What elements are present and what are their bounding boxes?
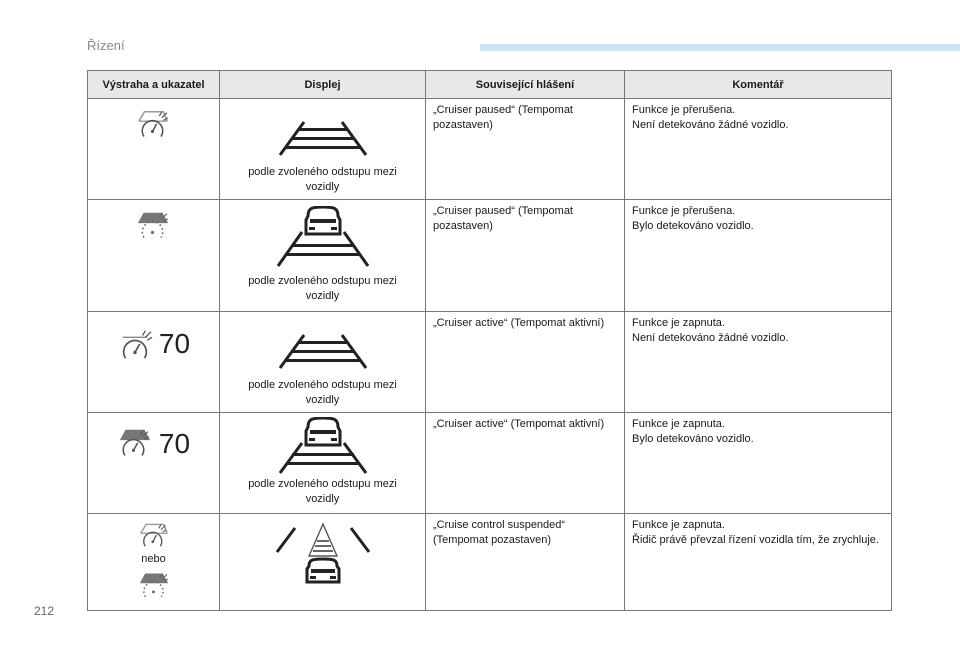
warning-table — [87, 70, 892, 611]
comment-line: Není detekováno žádné vozidlo. — [632, 332, 789, 344]
comment-line: Funkce je přerušena. — [632, 205, 736, 217]
cruise-paused-outline-car-icon — [134, 107, 174, 143]
display-cell — [220, 413, 426, 514]
message-cell: „Cruiser paused“ (Tempomat pozastaven) — [426, 200, 625, 312]
lane-vehicle-suspended-icon — [275, 520, 371, 586]
or-label: nebo — [141, 553, 166, 565]
column-header: Displej — [220, 71, 426, 99]
comment-cell — [625, 514, 892, 611]
comment-line: Řidič právě převzal řízení vozidla tím, že zrychluje. — [632, 534, 879, 546]
comment-cell — [625, 200, 892, 312]
display-cell — [220, 200, 426, 312]
message-cell: „Cruiser active“ (Tempomat aktivní) — [426, 413, 625, 514]
display-caption: podle zvoleného odstupu mezi vozidly — [248, 379, 397, 406]
cruise-suspended-filled-icon — [136, 569, 172, 601]
display-cell — [220, 514, 426, 611]
column-header: Související hlášení — [426, 71, 625, 99]
page-header-title: Řízení — [87, 38, 125, 53]
indicator-cell — [88, 200, 220, 312]
column-header: Výstraha a ukazatel — [88, 71, 220, 99]
comment-line: Funkce je zapnuta. — [632, 317, 725, 329]
comment-line: Funkce je zapnuta. — [632, 519, 725, 531]
table-row — [88, 99, 892, 200]
lane-distance-icon — [278, 119, 368, 159]
message-cell: „Cruise control suspended“ (Tempomat pozastaven) — [426, 514, 625, 611]
comment-line: Bylo detekováno vozidlo. — [632, 433, 754, 445]
message-cell: „Cruiser paused“ (Tempomat pozastaven) — [426, 99, 625, 200]
table-row — [88, 200, 892, 312]
table-row — [88, 514, 892, 611]
set-speed-value: 70 — [158, 427, 191, 459]
lane-distance-icon — [278, 332, 368, 372]
display-cell — [220, 99, 426, 200]
comment-line: Funkce je zapnuta. — [632, 418, 725, 430]
display-caption: podle zvoleného odstupu mezi vozidly — [248, 478, 397, 505]
lane-vehicle-detected-icon — [276, 206, 370, 270]
comment-cell — [625, 99, 892, 200]
display-caption: podle zvoleného odstupu mezi vozidly — [248, 166, 397, 193]
indicator-cell — [88, 99, 220, 200]
display-caption: podle zvoleného odstupu mezi vozidly — [248, 275, 397, 302]
display-cell — [220, 312, 426, 413]
column-header: Komentář — [625, 71, 892, 99]
cruise-paused-filled-car-icon — [134, 208, 174, 244]
comment-line: Funkce je přerušena. — [632, 104, 736, 116]
header-accent-bar — [480, 44, 960, 51]
indicator-cell — [88, 312, 220, 413]
message-cell: „Cruiser active“ (Tempomat aktivní) — [426, 312, 625, 413]
indicator-cell — [88, 514, 220, 611]
set-speed-value: 70 — [158, 327, 191, 359]
cruise-suspended-outline-icon — [136, 520, 172, 550]
comment-cell — [625, 312, 892, 413]
page-number: 212 — [34, 604, 55, 618]
lane-vehicle-detected-icon — [276, 417, 370, 475]
indicator-cell — [88, 413, 220, 514]
table-row — [88, 312, 892, 413]
cruise-active-gauge-icon — [117, 326, 153, 360]
table-row — [88, 413, 892, 514]
comment-cell — [625, 413, 892, 514]
cruise-active-car-gauge-icon — [117, 425, 153, 461]
table-header-row — [88, 71, 892, 99]
comment-line: Není detekováno žádné vozidlo. — [632, 119, 789, 131]
comment-line: Bylo detekováno vozidlo. — [632, 220, 754, 232]
